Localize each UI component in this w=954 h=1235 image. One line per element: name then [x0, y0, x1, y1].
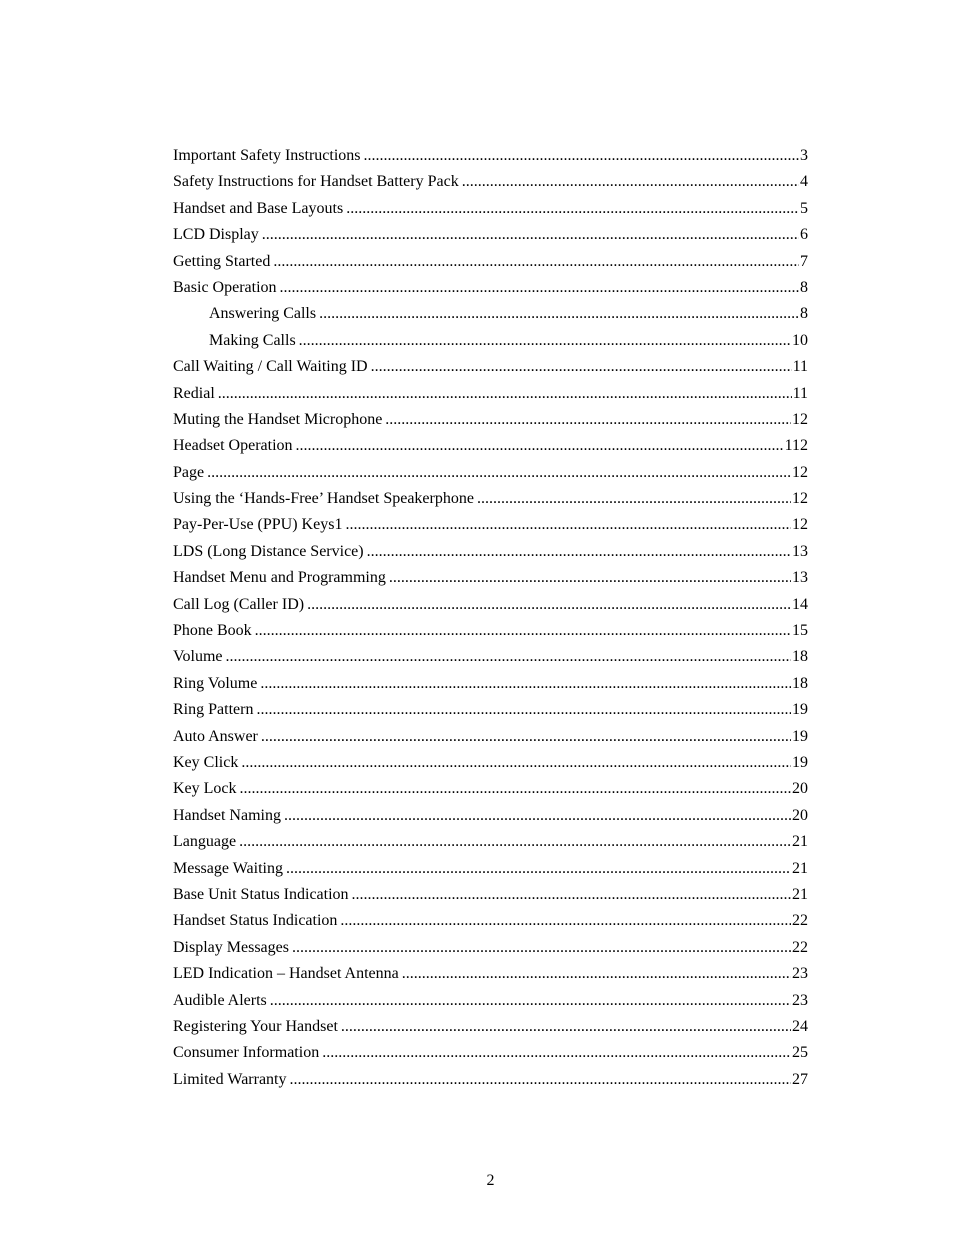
toc-entry-title: Volume — [173, 648, 223, 666]
toc-entry-title: Handset Menu and Programming — [173, 569, 386, 587]
toc-entry — [173, 592, 808, 618]
toc-entry-page: 5 — [800, 199, 808, 217]
toc-entry — [173, 169, 808, 195]
toc-entry-page: 23 — [792, 991, 808, 1009]
toc-entry-page: 18 — [792, 648, 808, 666]
toc-dot-leader — [292, 935, 791, 961]
toc-entry-page: 8 — [800, 305, 808, 323]
table-of-contents — [173, 143, 808, 1093]
toc-entry-page: 23 — [792, 965, 808, 983]
toc-dot-leader — [261, 724, 791, 750]
toc-dot-leader — [225, 644, 791, 670]
toc-entry — [173, 829, 808, 855]
toc-entry-title: Registering Your Handset — [173, 1017, 338, 1035]
toc-dot-leader — [462, 169, 799, 195]
toc-entry-title: Handset Naming — [173, 806, 281, 824]
toc-entry-title: Call Log (Caller ID) — [173, 595, 305, 613]
toc-entry-page: 21 — [792, 833, 808, 851]
toc-entry-page: 21 — [792, 885, 808, 903]
toc-dot-leader — [345, 512, 791, 538]
toc-dot-leader — [389, 565, 791, 591]
page-number: 2 — [486, 1172, 495, 1189]
toc-entry-page: 10 — [792, 331, 808, 349]
toc-entry — [173, 275, 808, 301]
toc-dot-leader — [364, 143, 799, 169]
toc-entry-title: Base Unit Status Indication — [173, 885, 349, 903]
toc-entry — [173, 407, 808, 433]
toc-entry-title: Language — [173, 833, 237, 851]
toc-entry — [173, 697, 808, 723]
toc-entry — [173, 935, 808, 961]
toc-entry — [173, 750, 808, 776]
toc-entry — [173, 354, 808, 380]
toc-entry-page: 6 — [800, 226, 808, 244]
toc-dot-leader — [240, 776, 791, 802]
toc-entry-title: Muting the Handset Microphone — [173, 410, 383, 428]
toc-dot-leader — [241, 750, 791, 776]
toc-entry-title: Headset Operation — [173, 437, 293, 455]
toc-entry-title: Key Lock — [173, 780, 237, 798]
toc-dot-leader — [322, 1040, 791, 1066]
toc-entry-page: 4 — [800, 173, 808, 191]
toc-entry — [173, 249, 808, 275]
toc-dot-leader — [477, 486, 791, 512]
toc-entry-title: Display Messages — [173, 938, 289, 956]
toc-entry-title: Basic Operation — [173, 278, 277, 296]
toc-dot-leader — [346, 196, 799, 222]
toc-entry-page: 12 — [792, 490, 808, 508]
toc-entry-title: Page — [173, 463, 205, 481]
toc-entry — [173, 671, 808, 697]
toc-entry-title: Pay-Per-Use (PPU) Keys1 — [173, 516, 343, 534]
toc-entry-title: Key Click — [173, 753, 239, 771]
toc-entry-page: 19 — [792, 727, 808, 745]
toc-entry-page: 11 — [792, 358, 808, 376]
toc-entry-title: LDS (Long Distance Service) — [173, 542, 364, 560]
toc-entry — [173, 1014, 808, 1040]
toc-entry-title: Getting Started — [173, 252, 271, 270]
toc-entry-title: LCD Display — [173, 226, 259, 244]
toc-dot-leader — [385, 407, 791, 433]
toc-entry-page: 112 — [784, 437, 808, 455]
toc-entry-page: 25 — [792, 1044, 808, 1062]
toc-entry — [173, 433, 808, 459]
toc-dot-leader — [260, 671, 791, 697]
toc-dot-leader — [207, 460, 791, 486]
toc-entry-title: Handset Status Indication — [173, 912, 338, 930]
toc-entry — [173, 644, 808, 670]
toc-entry — [173, 460, 808, 486]
toc-entry — [173, 381, 808, 407]
toc-entry-title: LED Indication – Handset Antenna — [173, 965, 399, 983]
toc-entry-page: 3 — [800, 147, 808, 164]
toc-entry — [173, 143, 808, 169]
toc-entry-page: 12 — [792, 463, 808, 481]
toc-entry-page: 14 — [792, 595, 808, 613]
toc-entry-title: Important Safety Instructions — [173, 147, 361, 164]
toc-dot-leader — [255, 618, 791, 644]
toc-entry-page: 13 — [792, 569, 808, 587]
toc-entry — [173, 486, 808, 512]
toc-entry-title: Answering Calls — [209, 305, 317, 323]
toc-entry-title: Making Calls — [209, 331, 296, 349]
toc-dot-leader — [270, 988, 791, 1014]
toc-entry-page: 12 — [792, 410, 808, 428]
toc-dot-leader — [340, 908, 791, 934]
toc-entry-page: 13 — [792, 542, 808, 560]
toc-entry — [173, 512, 808, 538]
toc-entry-page: 11 — [792, 384, 808, 402]
toc-dot-leader — [319, 301, 799, 327]
toc-dot-leader — [296, 433, 784, 459]
toc-entry — [173, 618, 808, 644]
toc-entry-page: 27 — [792, 1070, 808, 1088]
toc-entry — [173, 776, 808, 802]
toc-entry — [173, 908, 808, 934]
toc-dot-leader — [307, 592, 791, 618]
toc-dot-leader — [280, 275, 799, 301]
toc-entry-page: 20 — [792, 780, 808, 798]
toc-dot-leader — [290, 1067, 792, 1093]
toc-dot-leader — [299, 328, 791, 354]
toc-dot-leader — [218, 381, 792, 407]
toc-entry — [173, 961, 808, 987]
toc-entry-title: Consumer Information — [173, 1044, 320, 1062]
toc-dot-leader — [239, 829, 791, 855]
toc-entry-page: 12 — [792, 516, 808, 534]
toc-entry-title: Limited Warranty — [173, 1070, 287, 1088]
toc-dot-leader — [341, 1014, 791, 1040]
toc-dot-leader — [352, 882, 791, 908]
toc-entry-title: Redial — [173, 384, 215, 402]
toc-entry-page: 18 — [792, 674, 808, 692]
toc-entry-title: Audible Alerts — [173, 991, 267, 1009]
toc-entry — [173, 539, 808, 565]
toc-entry-page: 20 — [792, 806, 808, 824]
toc-entry — [173, 724, 808, 750]
toc-entry-page: 8 — [800, 278, 808, 296]
toc-entry-title: Safety Instructions for Handset Battery Pack — [173, 173, 459, 191]
toc-entry-title: Auto Answer — [173, 727, 258, 745]
toc-entry-page: 7 — [800, 252, 808, 270]
toc-entry-title: Using the ‘Hands-Free’ Handset Speakerphone — [173, 490, 474, 508]
toc-entry-page: 19 — [792, 701, 808, 719]
toc-entry-page: 22 — [792, 912, 808, 930]
toc-entry — [173, 301, 808, 327]
toc-entry-title: Handset and Base Layouts — [173, 199, 344, 217]
toc-entry — [173, 222, 808, 248]
toc-entry-page: 22 — [792, 938, 808, 956]
toc-dot-leader — [273, 249, 799, 275]
toc-dot-leader — [286, 856, 791, 882]
toc-entry — [173, 988, 808, 1014]
toc-entry — [173, 196, 808, 222]
toc-entry-title: Ring Volume — [173, 674, 258, 692]
toc-dot-leader — [256, 697, 791, 723]
toc-entry-page: 19 — [792, 753, 808, 771]
toc-entry — [173, 1067, 808, 1093]
toc-entry-title: Phone Book — [173, 622, 252, 640]
toc-entry-page: 15 — [792, 622, 808, 640]
toc-entry — [173, 565, 808, 591]
toc-dot-leader — [284, 803, 791, 829]
toc-dot-leader — [262, 222, 799, 248]
toc-entry — [173, 328, 808, 354]
toc-dot-leader — [402, 961, 791, 987]
toc-entry-page: 21 — [792, 859, 808, 877]
toc-entry-title: Message Waiting — [173, 859, 283, 877]
toc-entry-title: Call Waiting / Call Waiting ID — [173, 358, 368, 376]
toc-dot-leader — [371, 354, 792, 380]
toc-entry — [173, 882, 808, 908]
toc-entry — [173, 803, 808, 829]
toc-entry — [173, 1040, 808, 1066]
toc-entry-title: Ring Pattern — [173, 701, 254, 719]
toc-entry — [173, 856, 808, 882]
toc-dot-leader — [367, 539, 791, 565]
toc-entry-page: 24 — [792, 1017, 808, 1035]
